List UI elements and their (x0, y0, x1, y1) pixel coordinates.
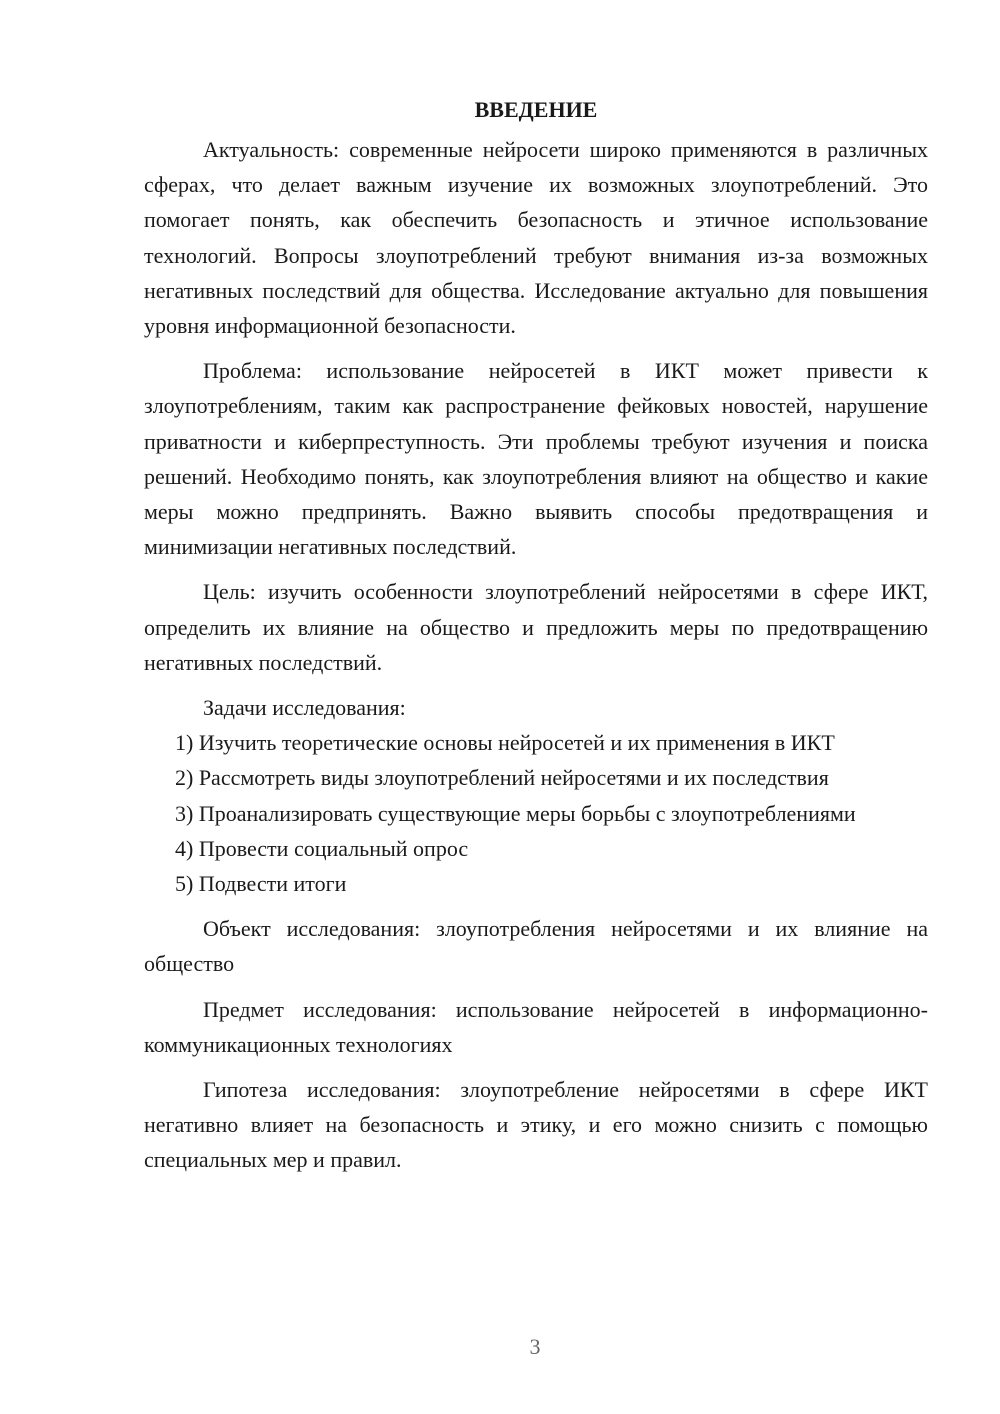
page-title: ВВЕДЕНИЕ (474, 97, 598, 122)
subject-paragraph: Предмет исследования: использование нейросетей в информационно-коммуникационных технологиях (144, 996, 928, 1057)
task-item-1: 1) Изучить теоретические основы нейросетей и их применения в ИКТ (175, 730, 835, 756)
hypothesis-paragraph: Гипотеза исследования: злоупотребление нейросетями в сфере ИКТ негативно влияет на безопасность и этику, и его можно снизить с помощью специальных мер и правил. (144, 1077, 928, 1173)
task-item-4: 4) Провести социальный опрос (175, 835, 469, 861)
document-body (144, 92, 928, 1178)
goal-paragraph: Цель: изучить особенности злоупотреблений нейросетями в сфере ИКТ, определить их влияние на общество и предложить меры по предотвращению негативных последствий. (144, 579, 928, 675)
task-item-3: 3) Проанализировать существующие меры борьбы с злоупотреблениями (175, 800, 856, 826)
object-paragraph: Объект исследования: злоупотребления нейросетями и их влияние на общество (144, 916, 928, 977)
tasks-heading: Задачи исследования: (203, 695, 406, 721)
task-item-2: 2) Рассмотреть виды злоупотреблений нейросетями и их последствия (175, 765, 829, 791)
problem-paragraph: Проблема: использование нейросетей в ИКТ может привести к злоупотреблениям, таким как распространение фейковых новостей, нарушение приватности и киберпреступность. Эти проблемы требуют изучения и поиска решений. Необходимо понять, как злоупотребления влияют на общество и какие меры можно предпринять. Важно выявить способы предотвращения и минимизации негативных последствий. (144, 358, 928, 560)
relevance-paragraph: Актуальность: современные нейросети широко применяются в различных сферах, что делает важным изучение их возможных злоупотреблений. Это помогает понять, как обеспечить безопасность и этичное использование технологий. Вопросы злоупотреблений требуют внимания из-за возможных негативных последствий для общества. Исследование актуально для повышения уровня информационной безопасности. (144, 137, 928, 339)
task-item-5: 5) Подвести итоги (175, 871, 347, 897)
page-number: 3 (529, 1334, 541, 1359)
